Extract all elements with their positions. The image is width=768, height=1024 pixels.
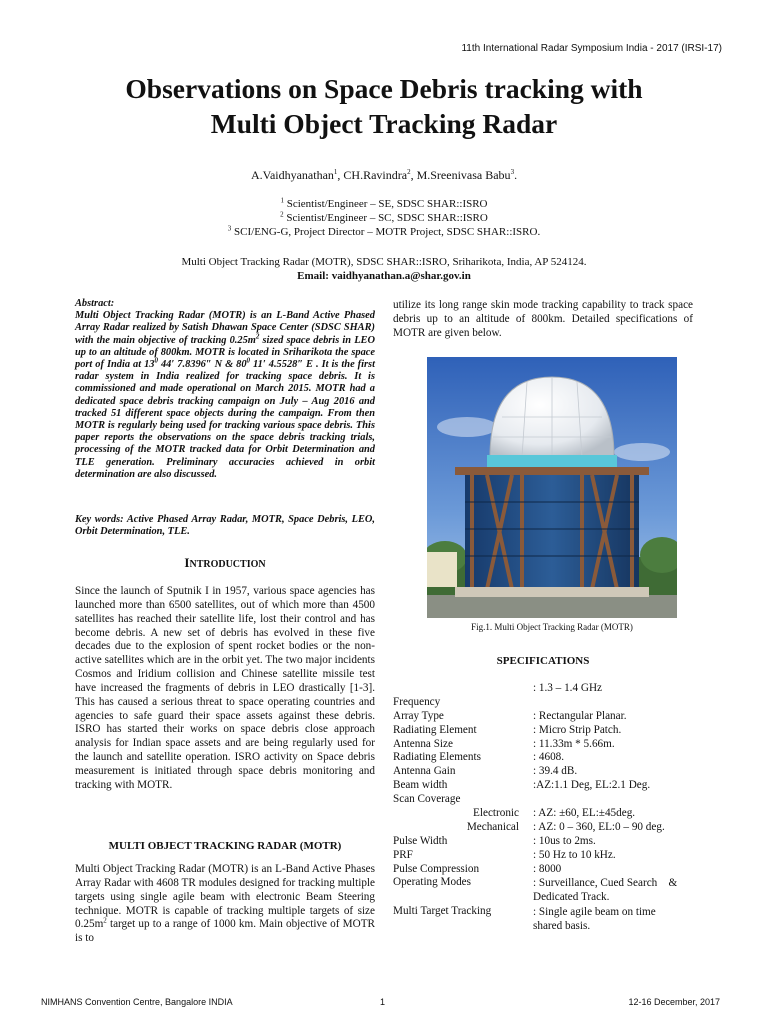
spec-row xyxy=(393,710,693,724)
spec-label: Beam width xyxy=(393,779,448,792)
abstract-text: 11′ 4.5528″ E . It is the first radar system in India realized for tracking space debris. It is commissioned and made operational on March 2015. MOTR had a dedicated space debris tracking campaign on July – Aug 2016 and tracked 51 different space objects during the campaign. From then MOTR is regularly being used for tracking various space debris. This paper reports the observations on the space debris tracking trials, processing of the MOTR tracked data for Orbit Determination and TLE generation. Preliminary accuracies achieved in orbit determination are also discussed. xyxy=(75,359,375,480)
title-line-2: Multi Object Tracking Radar xyxy=(210,108,558,139)
spec-value: : Rectangular Planar. xyxy=(533,709,627,722)
motr-body-sup: 2 xyxy=(103,916,107,925)
spec-row xyxy=(393,835,693,849)
author-sup: 2 xyxy=(407,168,411,176)
spec-row xyxy=(393,765,693,779)
affiliation-sup: 1 xyxy=(280,196,284,205)
spec-value: : 4608. xyxy=(533,751,565,764)
introduction-heading xyxy=(75,555,375,571)
introduction-body: Since the launch of Sputnik I in 1957, various space agencies has launched more than 6500 satellites, out of which more than 4500 satellites has reached their satellite life, lost their control and has become debris. A new set of debris has evolved in these five decades due to the explosion of spent rocket bodies or the non-active satellites which are in the orbit yet. The two major incidents Cosmos and Iridium collision and Chinese satellite missile test have increased the fragments of debris in LEO drastically [1-3]. This has caused a serious threat to space operating countries and agencies to safe guard their space assets against these debris. ISRO has started their works on space debris close approach analysis for Indian space assets and are being regularly used for the launch and satellite operation. ISRO activity on Space debris measurement is initiated through space debris monitoring and tracking with MOTR. xyxy=(75,585,375,791)
spec-value: : AZ: 0 – 360, EL:0 – 90 deg. xyxy=(533,820,665,833)
footer-venue: NIMHANS Convention Centre, Bangalore INDIA xyxy=(41,997,233,1007)
spec-row xyxy=(393,682,693,696)
ground xyxy=(427,595,677,618)
spec-value: : 50 Hz to 10 kHz. xyxy=(533,848,616,861)
abstract-sup: 0 xyxy=(154,356,158,365)
author-list: A.Vaidhyanathan$^1$, CH.Ravindra$^2$, M.Sreenivasa Babu$^3$. xyxy=(250,168,518,182)
building-base xyxy=(455,587,649,597)
roof-slab xyxy=(455,467,649,475)
spec-label: Pulse Compression xyxy=(393,862,480,875)
specifications-table xyxy=(393,682,693,934)
affiliation-line xyxy=(0,198,768,210)
spec-row xyxy=(393,779,693,793)
spec-value: : 11.33m * 5.66m. xyxy=(533,737,615,750)
spec-label: Array Type xyxy=(393,709,444,722)
affiliation-text: SCI/ENG-G, Project Director – MOTR Project, SDSC SHAR::ISRO. xyxy=(231,226,541,238)
spec-value: : Single agile beam on time shared basis. xyxy=(533,906,665,933)
spec-label: Radiating Elements xyxy=(393,751,481,764)
author-name: A.Vaidhyanathan xyxy=(250,168,334,182)
heading-rest: NTRODUCTION xyxy=(189,559,266,570)
spec-label: Frequency xyxy=(393,695,441,708)
spec-label: Pulse Width xyxy=(393,834,448,847)
spec-row xyxy=(393,751,693,765)
cloud xyxy=(614,443,670,461)
spec-row xyxy=(393,724,693,738)
spec-label: Multi Target Tracking xyxy=(393,905,492,918)
spec-label: Antenna Gain xyxy=(393,765,456,778)
right-column-intro: utilize its long range skin mode tracking capability to track space debris up to an altitude of 800km. Detailed specifications of MOTR are given below. xyxy=(393,299,693,339)
affiliation-text: Scientist/Engineer – SC, SDSC SHAR::ISRO xyxy=(283,212,488,224)
spec-label: PRF xyxy=(393,848,413,861)
abstract-block xyxy=(75,298,375,481)
keywords-block: Key words: Active Phased Array Radar, MOTR, Space Debris, LEO, Orbit Determination, TLE. xyxy=(75,514,375,538)
author-sup: 3 xyxy=(510,168,515,176)
footer-date: 12-16 December, 2017 xyxy=(628,997,720,1007)
spec-label: Scan Coverage xyxy=(393,793,461,806)
motr-body-text: target up to a range of 1000 km. Main objective of MOTR is to xyxy=(75,918,375,945)
heading-initial: I xyxy=(184,555,190,570)
page-number: 1 xyxy=(380,997,386,1007)
spec-row xyxy=(393,807,693,821)
spec-row xyxy=(393,821,693,835)
abstract-text: 44′ 7.8396″ N & 80 xyxy=(158,359,247,371)
abstract-label: Abstract: xyxy=(75,298,115,309)
affiliation-sup: 2 xyxy=(280,210,284,219)
spec-value: : AZ: ±60, EL:±45deg. xyxy=(533,807,636,820)
spec-value: : Surveillance, Cued Search & Dedicated Track. xyxy=(533,877,678,904)
spec-label: Electronic xyxy=(473,807,519,820)
spec-row xyxy=(393,738,693,752)
affiliation-sup: 3 xyxy=(227,224,232,233)
abstract-text: sized space debris in LEO up to an altitude of 800km. MOTR is located in Sriharikota the space port of India at 13 xyxy=(75,334,375,371)
motr-section-body xyxy=(75,863,375,946)
affiliation-line xyxy=(0,212,768,224)
author-name: CH.Ravindra xyxy=(343,168,408,182)
side-building xyxy=(427,552,457,587)
paper-title xyxy=(40,71,728,141)
spec-label: Radiating Element xyxy=(393,723,477,736)
specifications-heading: SPECIFICATIONS xyxy=(496,655,590,667)
contact-email: Email: vaidhyanathan.a@shar.gov.in xyxy=(297,270,471,282)
spec-label: Antenna Size xyxy=(393,737,453,750)
running-header: 11th International Radar Symposium India - 2017 (IRSI-17) xyxy=(461,43,722,54)
title-line-1: Observations on Space Debris tracking with xyxy=(125,73,643,104)
teal-band xyxy=(487,455,617,469)
spec-value: : Micro Strip Patch. xyxy=(533,723,622,736)
spec-row xyxy=(393,793,693,807)
radar-building-illustration xyxy=(427,357,677,618)
organization-line: Multi Object Tracking Radar (MOTR), SDSC SHAR::ISRO, Sriharikota, India, AP 524124. xyxy=(181,256,587,268)
spec-label: Operating Modes xyxy=(393,876,471,889)
spec-row xyxy=(393,905,693,934)
cloud xyxy=(437,417,497,437)
motr-radar-photo xyxy=(427,357,677,618)
figure-caption: Fig.1. Multi Object Tracking Radar (MOTR) xyxy=(471,622,633,632)
spec-row xyxy=(393,696,693,710)
author-sup: 1 xyxy=(333,168,338,176)
abstract-sup: 0 xyxy=(246,356,251,365)
spec-row xyxy=(393,863,693,877)
spec-value: : 8000 xyxy=(533,862,562,875)
motr-section-heading: MULTI OBJECT TRACKING RADAR (MOTR) xyxy=(108,840,342,852)
spec-row xyxy=(393,876,693,905)
spec-value: :AZ:1.1 Deg, EL:2.1 Deg. xyxy=(533,779,651,792)
spec-row xyxy=(393,849,693,863)
author-name: M.Sreenivasa Babu xyxy=(416,168,511,182)
affiliation-text: Scientist/Engineer – SE, SDSC SHAR::ISRO xyxy=(283,198,488,210)
motr-body-text: Multi Object Tracking Radar (MOTR) is an L-Band Active Phases Array Radar with 4608 TR modules designed for tracking multiple targets using single agile beam with electronic Beam Steering technique. MOTR is capable of tracking multiple targets of size 0.25m xyxy=(75,863,375,931)
spec-value: : 1.3 – 1.4 GHz xyxy=(533,682,602,694)
spec-value: : 39.4 dB. xyxy=(533,765,578,778)
abstract-sup: 2 xyxy=(255,332,260,341)
affiliation-line xyxy=(0,226,768,238)
spec-label: Mechanical xyxy=(466,820,519,833)
abstract-text: Multi Object Tracking Radar (MOTR) is an L-Band Active Phased Array Radar realized by Satish Dhawan Space Center (SDSC SHAR) with the main objective of tracking 0.25m xyxy=(75,310,375,346)
spec-value: : 10us to 2ms. xyxy=(533,834,596,847)
